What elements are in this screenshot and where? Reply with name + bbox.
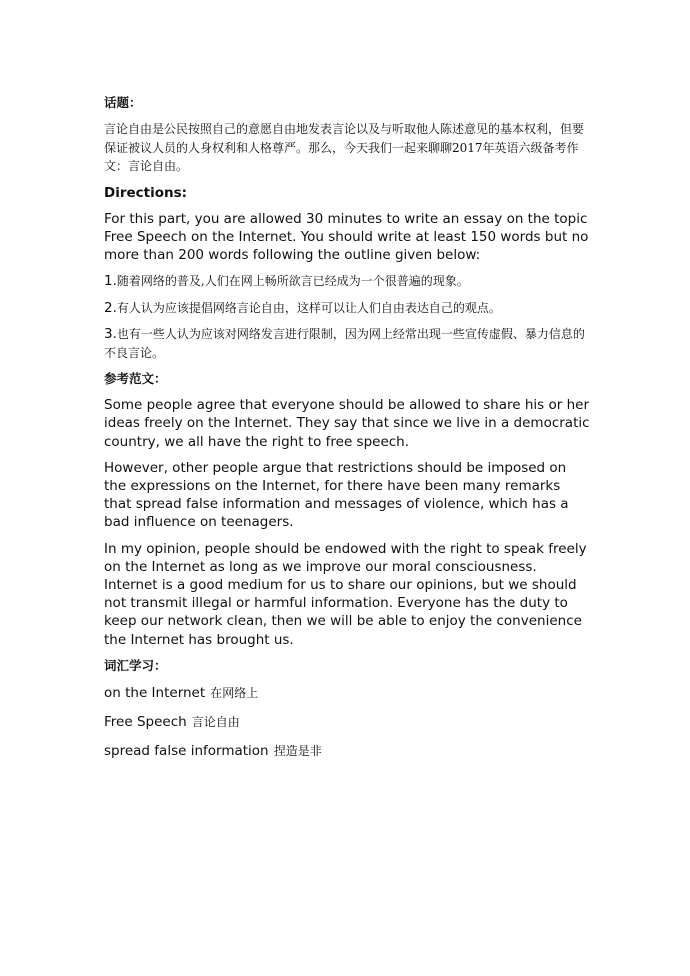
vocab-english: on the Internet [104, 684, 206, 701]
vocabulary-item-3 [104, 741, 590, 760]
vocab-chinese: 捏造是非 [273, 743, 322, 758]
vocab-chinese: 在网络上 [210, 685, 259, 700]
vocabulary-item-1 [104, 683, 590, 702]
vocab-english: Free Speech [104, 713, 187, 730]
outline-number: 3. [104, 326, 117, 343]
sample-paragraph-1: Some people agree that everyone should be allowed to share his or her ideas freely on the Internet. They say that since we live in a democratic country, we all have the right to free speech. [104, 397, 590, 450]
sample-paragraph-3: In my opinion, people should be endowed with the right to speak freely on the Internet as long as we improve our moral consciousness. Internet is a good medium for us to share our opinions, but we should not transmit illegal or harmful information. Everyone has the duty to keep our network clean, then we will be able to enjoy the convenience the Internet has brought us. [104, 540, 587, 648]
outline-item-2 [104, 299, 590, 318]
outline-text: 随着网络的普及,人们在网上畅所欲言已经成为一个很普遍的现象。 [116, 274, 469, 289]
outline-number: 1. [104, 273, 117, 290]
topic-intro: 言论自由是公民按照自己的意愿自由地发表言论以及与听取他人陈述意见的基本权利，但要保证被议人员的人身权利和人格尊严。那么，今天我们一起来聊聊2017年英语六级备考作文：言论自由。 [104, 122, 585, 173]
document-content [104, 94, 590, 770]
directions-text: For this part, you are allowed 30 minutes to write an essay on the topic Free Speech on the Internet. You should write at least 150 words but no more than 200 words following the outline given below: [104, 210, 589, 263]
vocab-english: spread false information [104, 742, 269, 759]
outline-item-3 [104, 325, 590, 362]
vocab-chinese: 言论自由 [191, 714, 240, 729]
outline-number: 2. [104, 299, 117, 316]
vocabulary-item-2 [104, 712, 590, 731]
vocabulary-heading: 词汇学习： [104, 657, 167, 673]
outline-item-1 [104, 272, 590, 291]
sample-heading: 参考范文： [104, 371, 167, 387]
outline-text: 也有一些人认为应该对网络发言进行限制，因为网上经常出现一些宣传虚假、暴力信息的不良言论。 [104, 327, 585, 360]
outline-text: 有人认为应该提倡网络言论自由，这样可以让人们自由表达自己的观点。 [116, 300, 501, 315]
sample-paragraph-2: However, other people argue that restrictions should be imposed on the expressions on the Internet, for there have been many remarks that spread false information and messages of violence, which has a bad influence on teenagers. [104, 459, 569, 531]
directions-heading: Directions: [104, 184, 188, 201]
topic-heading: 话题： [104, 95, 142, 110]
